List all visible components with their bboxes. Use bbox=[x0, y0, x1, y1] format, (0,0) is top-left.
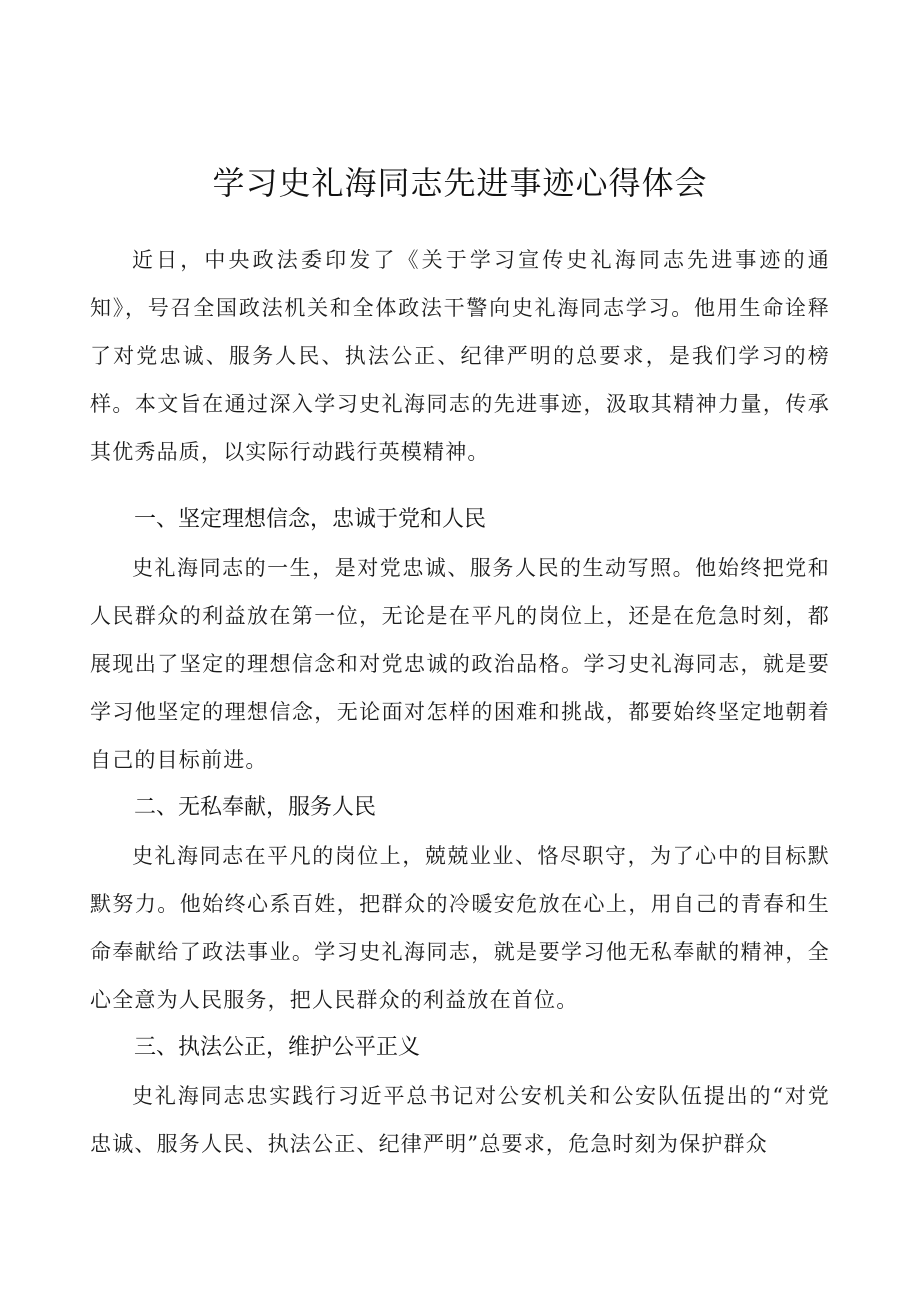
section-heading: 一、坚定理想信念，忠诚于党和人民 bbox=[134, 507, 487, 532]
section-3 bbox=[90, 1024, 830, 1168]
section-paragraph: 史礼海同志的一生，是对党忠诚、服务人民的生动写照。他始终把党和人民群众的利益放在第一位，无论是在平凡的岗位上，还是在危急时刻，都展现出了坚定的理想信念和对党忠诚的政治品格。学习史礼海同志，就是要学习他坚定的理想信念，无论面对怎样的困难和挑战，都要始终坚定地朝着自己的目标前进。 bbox=[90, 556, 830, 772]
section-paragraph: 史礼海同志在平凡的岗位上，兢兢业业、恪尽职守，为了心中的目标默默努力。他始终心系百姓，把群众的冷暖安危放在心上，用自己的青春和生命奉献给了政法事业。学习史礼海同志，就是要学习他无私奉献的精神，全心全意为人民服务，把人民群众的利益放在首位。 bbox=[90, 844, 830, 1012]
intro-paragraph: 近日，中央政法委印发了《关于学习宣传史礼海同志先进事迹的通知》，号召全国政法机关和全体政法干警向史礼海同志学习。他用生命诠释了对党忠诚、服务人民、执法公正、纪律严明的总要求，是我们学习的榜样。本文旨在通过深入学习史礼海同志的先进事迹，汲取其精神力量，传承其优秀品质，以实际行动践行英模精神。 bbox=[90, 248, 830, 464]
section-paragraph: 史礼海同志忠实践行习近平总书记对公安机关和公安队伍提出的“对党忠诚、服务人民、执法公正、纪律严明”总要求，危急时刻为保护群众 bbox=[90, 1084, 830, 1156]
section-1 bbox=[90, 496, 830, 784]
section-heading: 三、执法公正，维护公平正义 bbox=[134, 1035, 421, 1060]
intro-block bbox=[90, 236, 830, 476]
section-heading: 二、无私奉献，服务人民 bbox=[134, 795, 377, 820]
section-2 bbox=[90, 784, 830, 1024]
document-title: 学习史礼海同志先进事迹心得体会 bbox=[212, 164, 708, 202]
